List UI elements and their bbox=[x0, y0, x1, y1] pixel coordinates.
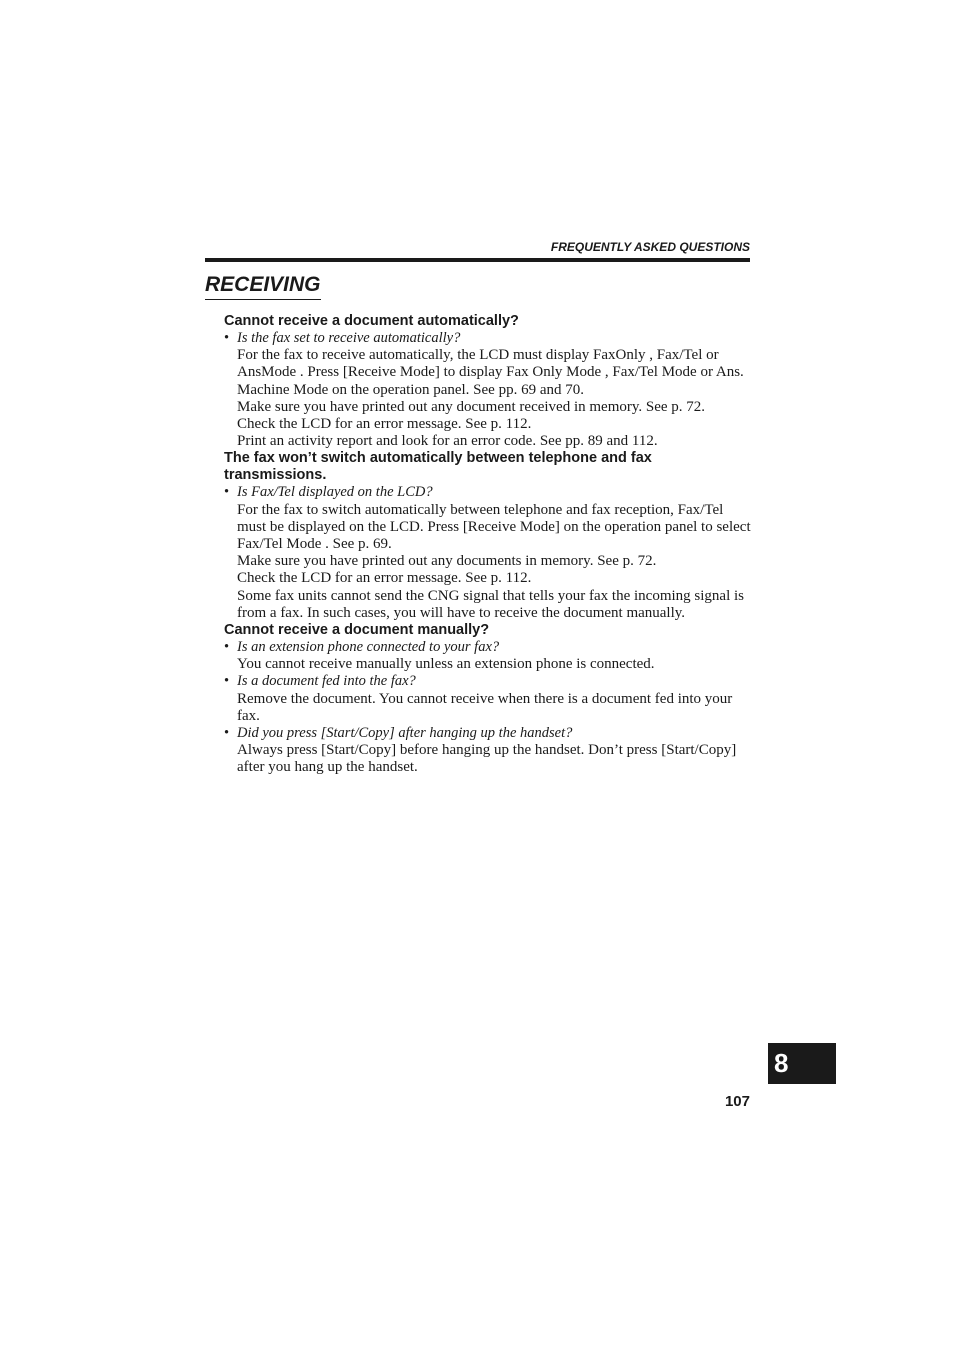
faq-bullet bbox=[224, 484, 751, 501]
answer-paragraph: Always press [Start/Copy] before hanging up the handset. Don’t press [Start/Copy] after you hang up the handset. bbox=[237, 742, 737, 776]
section-title: RECEIVING bbox=[205, 272, 321, 300]
faq-bullet bbox=[224, 673, 751, 690]
answer-paragraph: You cannot receive manually unless an extension phone is connected. bbox=[237, 656, 655, 673]
answer-paragraph: Some fax units cannot send the CNG signal that tells your fax the incoming signal is from a fax. In such cases, you will have to receive the document manually. bbox=[237, 587, 745, 621]
answer-paragraph: Remove the document. You cannot receive when there is a document fed into your fax. bbox=[237, 690, 733, 724]
faq-bullet bbox=[224, 330, 751, 347]
running-header: FREQUENTLY ASKED QUESTIONS bbox=[550, 240, 750, 254]
bullet-dot: • bbox=[224, 673, 230, 690]
answer-paragraph: Make sure you have printed out any documents in memory. See p. 72. bbox=[237, 553, 657, 570]
bullet-dot: • bbox=[224, 639, 230, 656]
bullet-prompt: Is a document fed into the fax? bbox=[237, 673, 416, 690]
bullet-prompt: Is an extension phone connected to your fax? bbox=[237, 639, 500, 656]
page-number: 107 bbox=[724, 1093, 750, 1110]
faq-bullet bbox=[224, 639, 751, 656]
faq-content bbox=[224, 313, 751, 777]
answer-paragraph: For the fax to switch automatically between telephone and fax reception, Fax/Tel must be displayed on the LCD. Press [Receive Mode] on the operation panel to select Fax/Tel Mode . See p. 69. bbox=[237, 501, 751, 553]
bullet-prompt: Is Fax/Tel displayed on the LCD? bbox=[237, 484, 433, 501]
faq-question: Cannot receive a document manually? bbox=[224, 622, 490, 639]
header-rule bbox=[205, 258, 750, 262]
bullet-dot: • bbox=[224, 484, 230, 501]
answer-paragraph: Check the LCD for an error message. See p. 112. bbox=[237, 416, 532, 433]
chapter-tab: 8 bbox=[768, 1043, 836, 1084]
bullet-prompt: Did you press [Start/Copy] after hanging up the handset? bbox=[237, 725, 573, 742]
faq-question: Cannot receive a document automatically? bbox=[224, 313, 519, 329]
answer-paragraph: For the fax to receive automatically, the LCD must display FaxOnly , Fax/Tel or AnsMode . Press [Receive Mode] to display Fax Only Mode , Fax/Tel Mode or Ans. Machine Mode on the operation panel. See pp. 69 and 70. bbox=[237, 347, 744, 398]
answer-paragraph: Make sure you have printed out any document received in memory. See p. 72. bbox=[237, 398, 706, 415]
answer-paragraph: Check the LCD for an error message. See p. 112. bbox=[237, 570, 532, 587]
bullet-dot: • bbox=[224, 725, 230, 742]
answer-paragraph: Print an activity report and look for an error code. See pp. 89 and 112. bbox=[237, 433, 658, 450]
faq-question: The fax won’t switch automatically between telephone and fax transmissions. bbox=[224, 450, 652, 484]
bullet-dot: • bbox=[224, 330, 230, 346]
bullet-prompt: Is the fax set to receive automatically? bbox=[237, 330, 461, 346]
faq-bullet bbox=[224, 725, 751, 742]
